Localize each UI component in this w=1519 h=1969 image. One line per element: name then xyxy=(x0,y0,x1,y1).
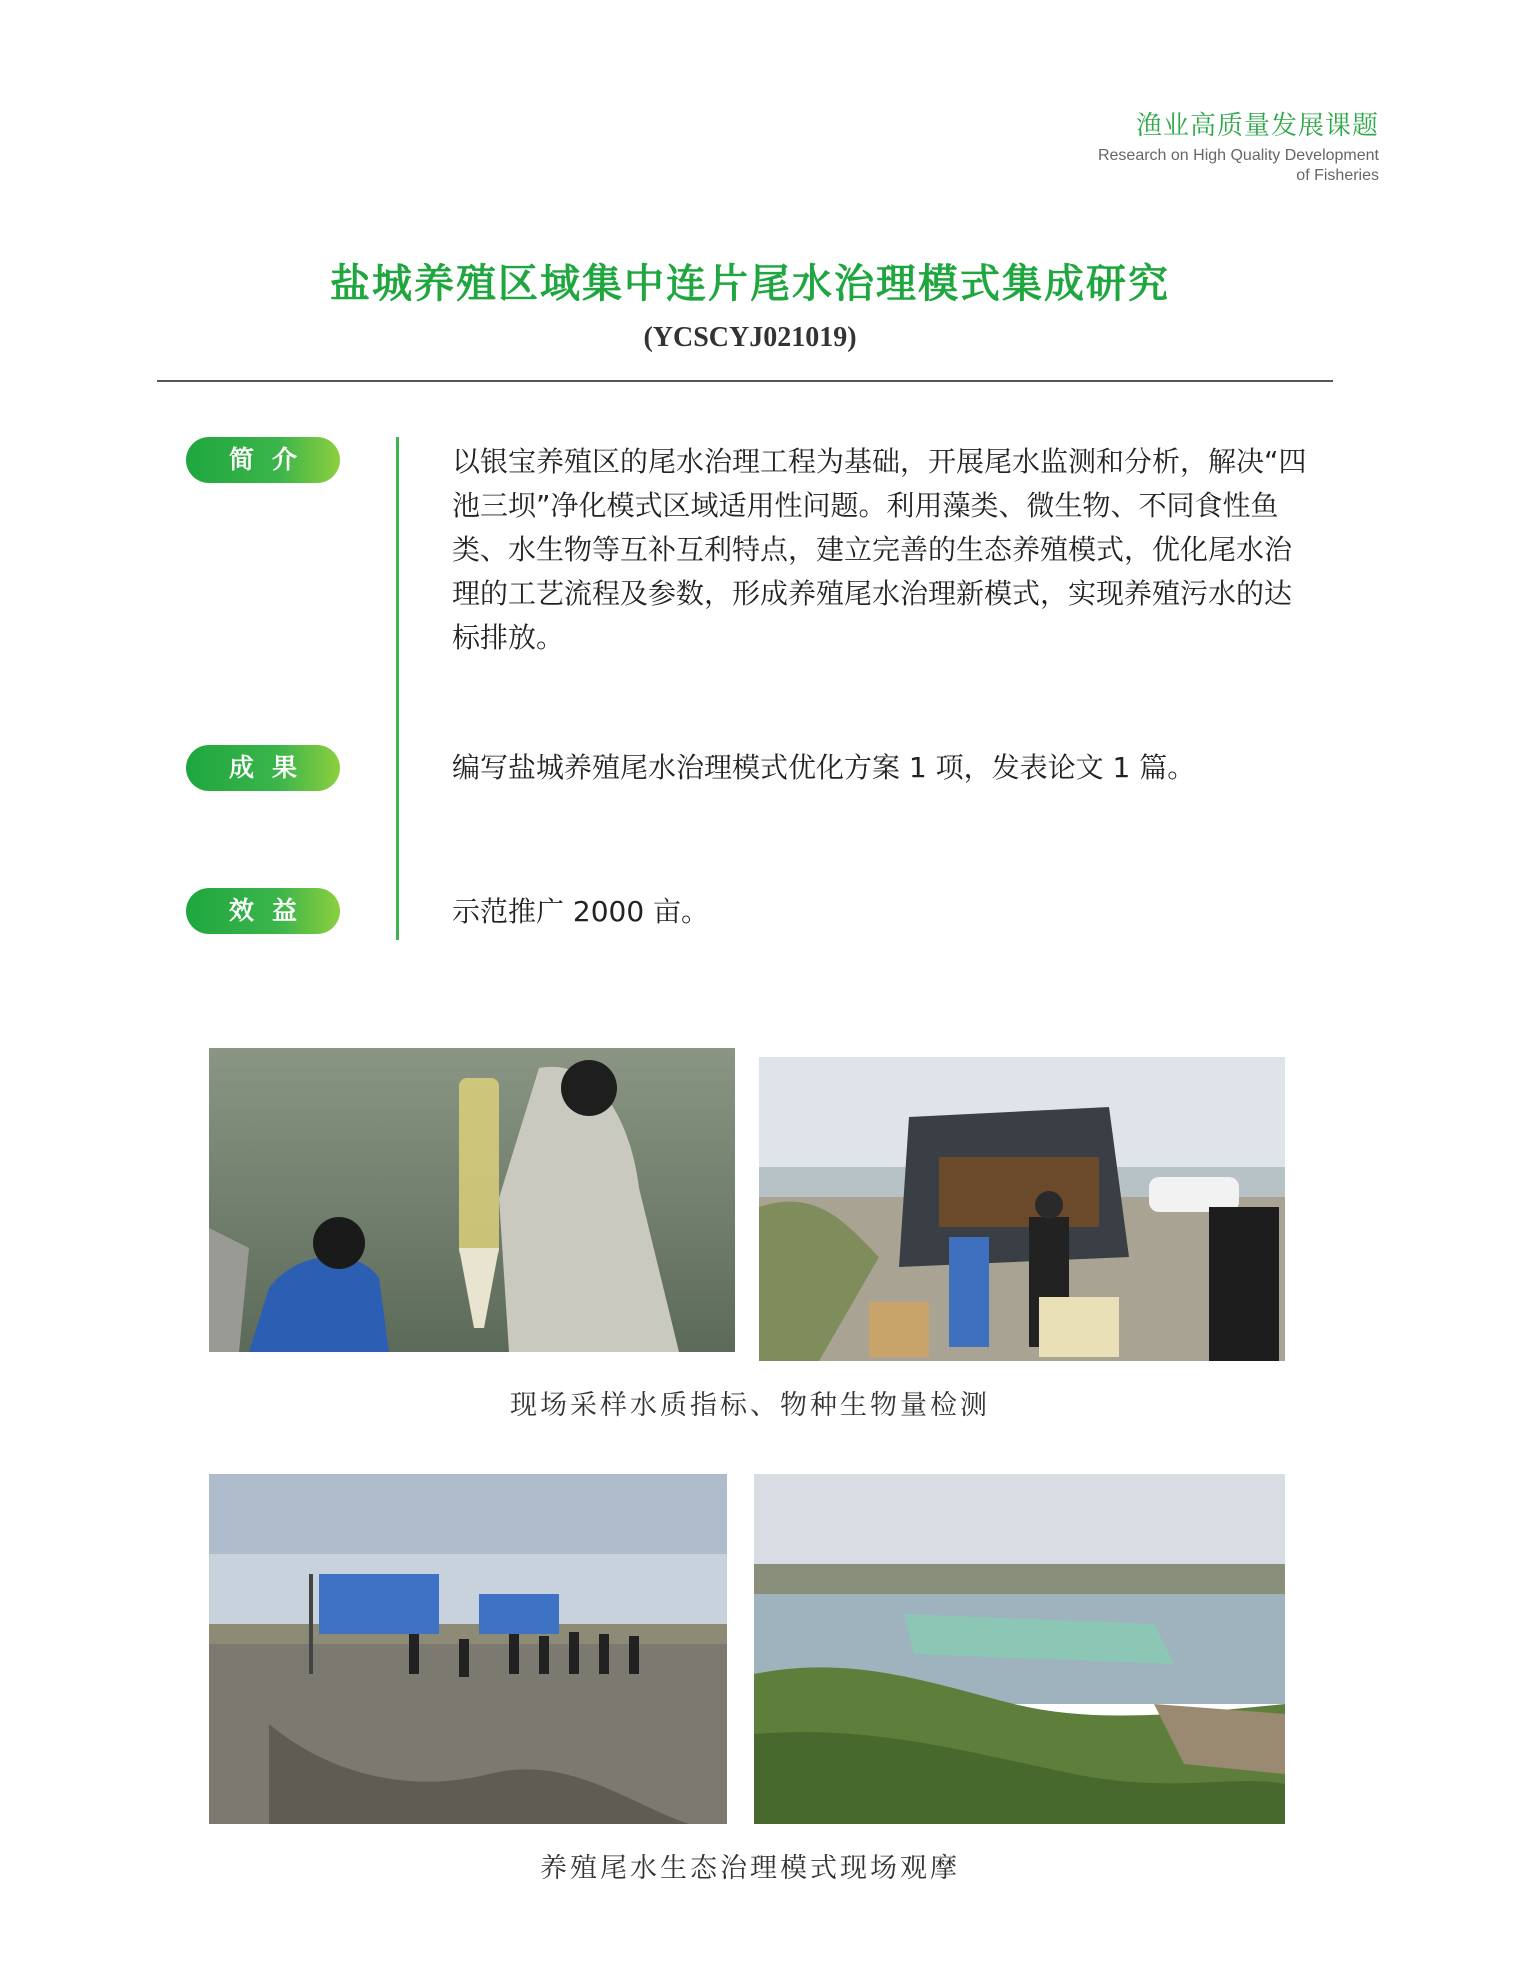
series-title-en-line1: Research on High Quality Development xyxy=(1097,147,1379,164)
intro-text: 以银宝养殖区的尾水治理工程为基础，开展尾水监测和分析，解决“四池三坝”净化模式区域适用性问题。利用藻类、微生物、不同食性鱼类、水生物等互补互利特点，建立完善的生态养殖模式，优化尾水治理的工艺流程及参数，形成养殖尾水治理新模式，实现养殖污水的达标排放。 xyxy=(452,445,1307,654)
photo-site-visit-signboards xyxy=(209,1474,727,1824)
series-title-en xyxy=(1098,146,1379,186)
benefits-text: 示范推广 2000 亩。 xyxy=(452,895,710,928)
series-header xyxy=(1098,105,1379,186)
title-divider xyxy=(157,380,1333,382)
photo-ecological-ponds xyxy=(754,1474,1285,1824)
intro-label-badge: 简介 xyxy=(186,437,340,483)
section-divider-line xyxy=(396,437,399,940)
results-text: 编写盐城养殖尾水治理模式优化方案 1 项，发表论文 1 篇。 xyxy=(452,751,1196,784)
series-title-cn: 渔业高质量发展课题 xyxy=(1135,111,1379,141)
project-title: 盐城养殖区域集中连片尾水治理模式集成研究 xyxy=(330,261,1170,307)
figure-caption-2: 养殖尾水生态治理模式现场观摩 xyxy=(540,1853,960,1884)
photo-sample-testing xyxy=(759,1057,1285,1361)
series-title-en-line2: of Fisheries xyxy=(1296,167,1379,184)
photo-water-sampling xyxy=(209,1048,735,1352)
benefits-label-badge: 效益 xyxy=(186,888,340,934)
project-code: (YCSCYJ021019) xyxy=(643,322,857,353)
figure-caption-1: 现场采样水质指标、物种生物量检测 xyxy=(510,1390,990,1421)
results-label-badge: 成果 xyxy=(186,745,340,791)
